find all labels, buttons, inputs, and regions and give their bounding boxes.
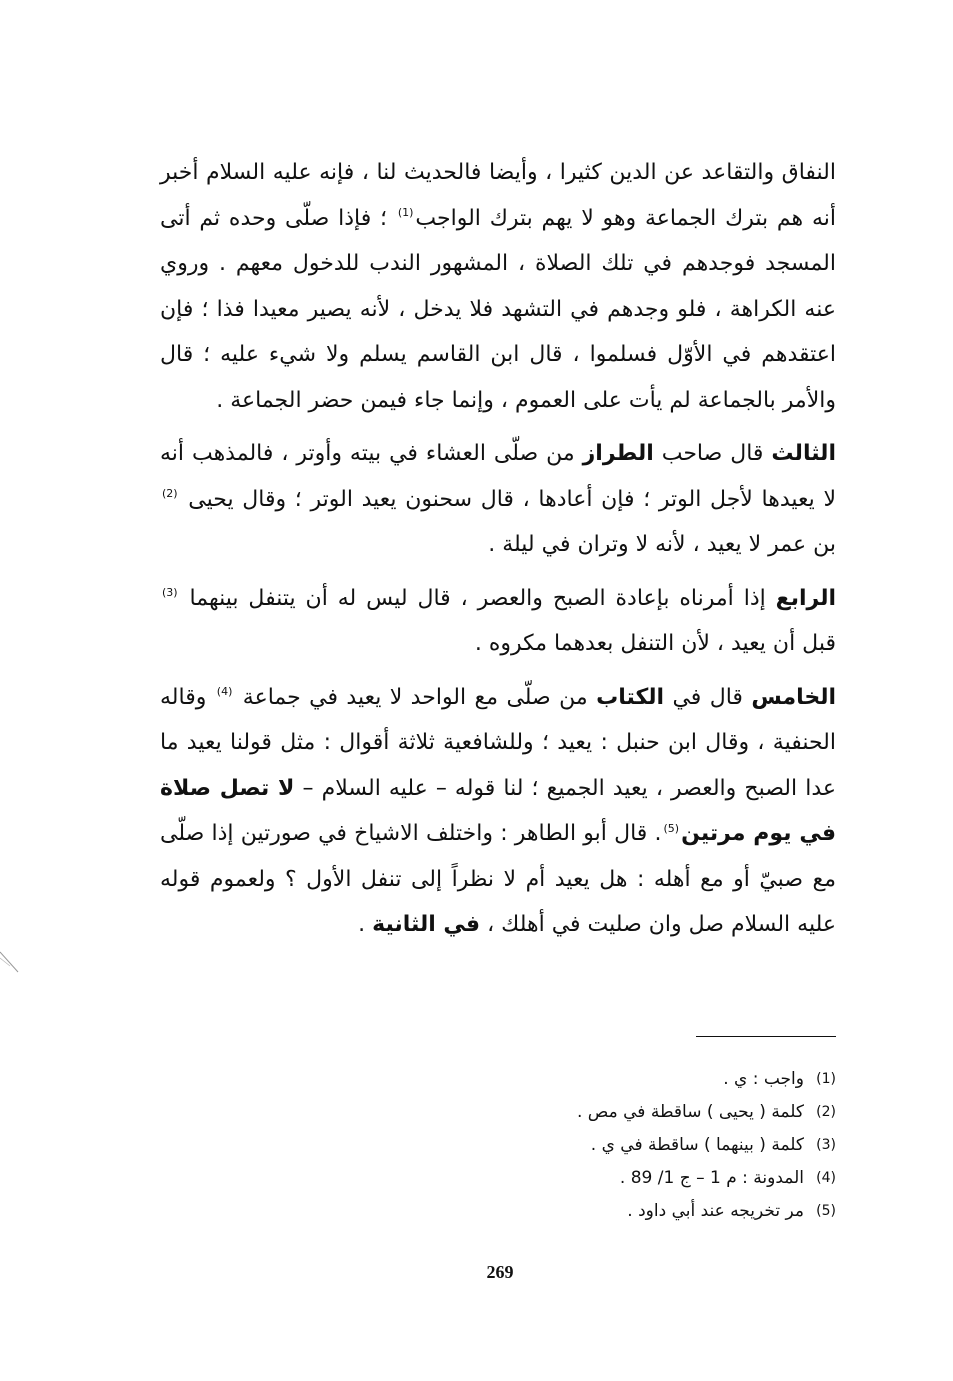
- paragraph: [160, 150, 836, 423]
- bold-heading-text: الثالث: [771, 441, 836, 466]
- footnotes: [476, 1063, 836, 1228]
- scan-artifact-mark: [0, 950, 40, 990]
- footnote-text: كلمة ( يحيى ) ساقطة في مص .: [576, 1102, 804, 1122]
- body-text: . قال أبو الطاهر : واختلف الاشياخ في صورتين إذا صلّى مع صبيّ أو مع أهله : هل يعيد أم لا نظراً إلى تنفل الأول ؟ ولعموم قوله عليه السلام صل وان صليت في أهلك ،: [160, 821, 836, 937]
- footnote-item: [476, 1195, 836, 1228]
- bold-heading-text: الكتاب: [596, 684, 665, 710]
- footnote-item: [476, 1162, 836, 1195]
- body-text: .: [358, 912, 373, 937]
- footnote-item: [476, 1129, 836, 1162]
- body-text: إذا أمرناه بإعادة الصبح والعصر ، قال ليس له أن يتنفل بينهما: [179, 585, 776, 611]
- footnote-reference: (4): [216, 685, 233, 699]
- footnote-number: (5): [816, 1203, 836, 1219]
- page-number: 269: [486, 1262, 514, 1282]
- footnote-text: كلمة ( بينهما ) ساقطة في ي .: [590, 1135, 804, 1155]
- bold-heading-text: في الثانية: [372, 912, 481, 937]
- footnote-text: المدونة : م 1 – ج 1/ 89 .: [619, 1168, 804, 1188]
- footnote-reference: (3): [162, 586, 178, 600]
- footnote-separator: [696, 1036, 836, 1037]
- bold-heading-text: الطراز: [582, 441, 654, 466]
- body-text: من صلّى مع الواحد لا يعيد في جماعة: [234, 684, 597, 710]
- footnote-text: واجب : ي .: [723, 1069, 804, 1089]
- bold-heading-text: الرابع: [775, 585, 836, 611]
- body-text: من صلّى العشاء في بيته وأوتر ، فالمذهب أنه لا يعيدها لأجل الوتر ؛ فإن أعادها ، قال سحنون يعيد الوتر ؛ وقال يحيى: [160, 441, 836, 512]
- body-text: النفاق والتقاعد عن الدين كثيرا ، وأيضا فالحديث لنا ، فإنه عليه السلام أخبر أنه هم بترك الجماعة وهو لا يهم بترك الواجب: [160, 160, 836, 231]
- footnote-item: [476, 1096, 836, 1129]
- footnote-number: (4): [816, 1170, 836, 1186]
- footnote-item: [476, 1063, 836, 1096]
- footnote-reference: (2): [162, 487, 178, 501]
- body-text: قال في: [664, 684, 752, 710]
- body-text: بن عمر لا يعيد ، لأنه لا وتران في ليلة .: [488, 532, 836, 557]
- page-body: [160, 150, 836, 948]
- body-text: وقاله الحنفية ، وقال ابن حنبل : يعيد ؛ وللشافعية ثلاثة أقوال : مثل قولنا يعيد ما عدا الصبح والعصر ، يعيد الجميع ؛ لنا قوله – عليه السلام –: [160, 684, 836, 801]
- footnote-reference: (1): [397, 206, 414, 220]
- footnote-number: (2): [816, 1104, 836, 1120]
- body-text: قبل أن يعيد ، لأن التنفل بعدهما مكروه .: [474, 631, 836, 656]
- paragraph: [160, 675, 836, 948]
- footnote-number: (3): [816, 1137, 836, 1153]
- paragraph: [160, 576, 836, 667]
- body-text: ؛ فإذا صلّى وحده ثم أتى المسجد فوجدهم في تلك الصلاة ، المشهور الندب للدخول معهم . وروي عنه الكراهة ، فلو وجدهم في التشهد فلا يدخل ، لأنه يصير معيدا فذا ؛ فإن اعتقدهم في الأوّل فسلموا ، قال ابن القاسم يسلم ولا شيء عليه ؛ قال والأمر بالجماعة لم يأت على العموم ، وإنما جاء فيمن حضر الجماعة .: [160, 205, 836, 413]
- footnote-reference: (5): [663, 821, 680, 835]
- footnote-text: مر تخريجه عند أبي داود .: [627, 1201, 804, 1221]
- bold-heading-text: لا تصل صلاة في يوم مرتين: [160, 775, 837, 846]
- paragraph: [160, 431, 836, 568]
- bold-heading-text: الخامس: [751, 684, 836, 710]
- body-text: قال صاحب: [653, 441, 772, 466]
- footnote-number: (1): [816, 1071, 836, 1087]
